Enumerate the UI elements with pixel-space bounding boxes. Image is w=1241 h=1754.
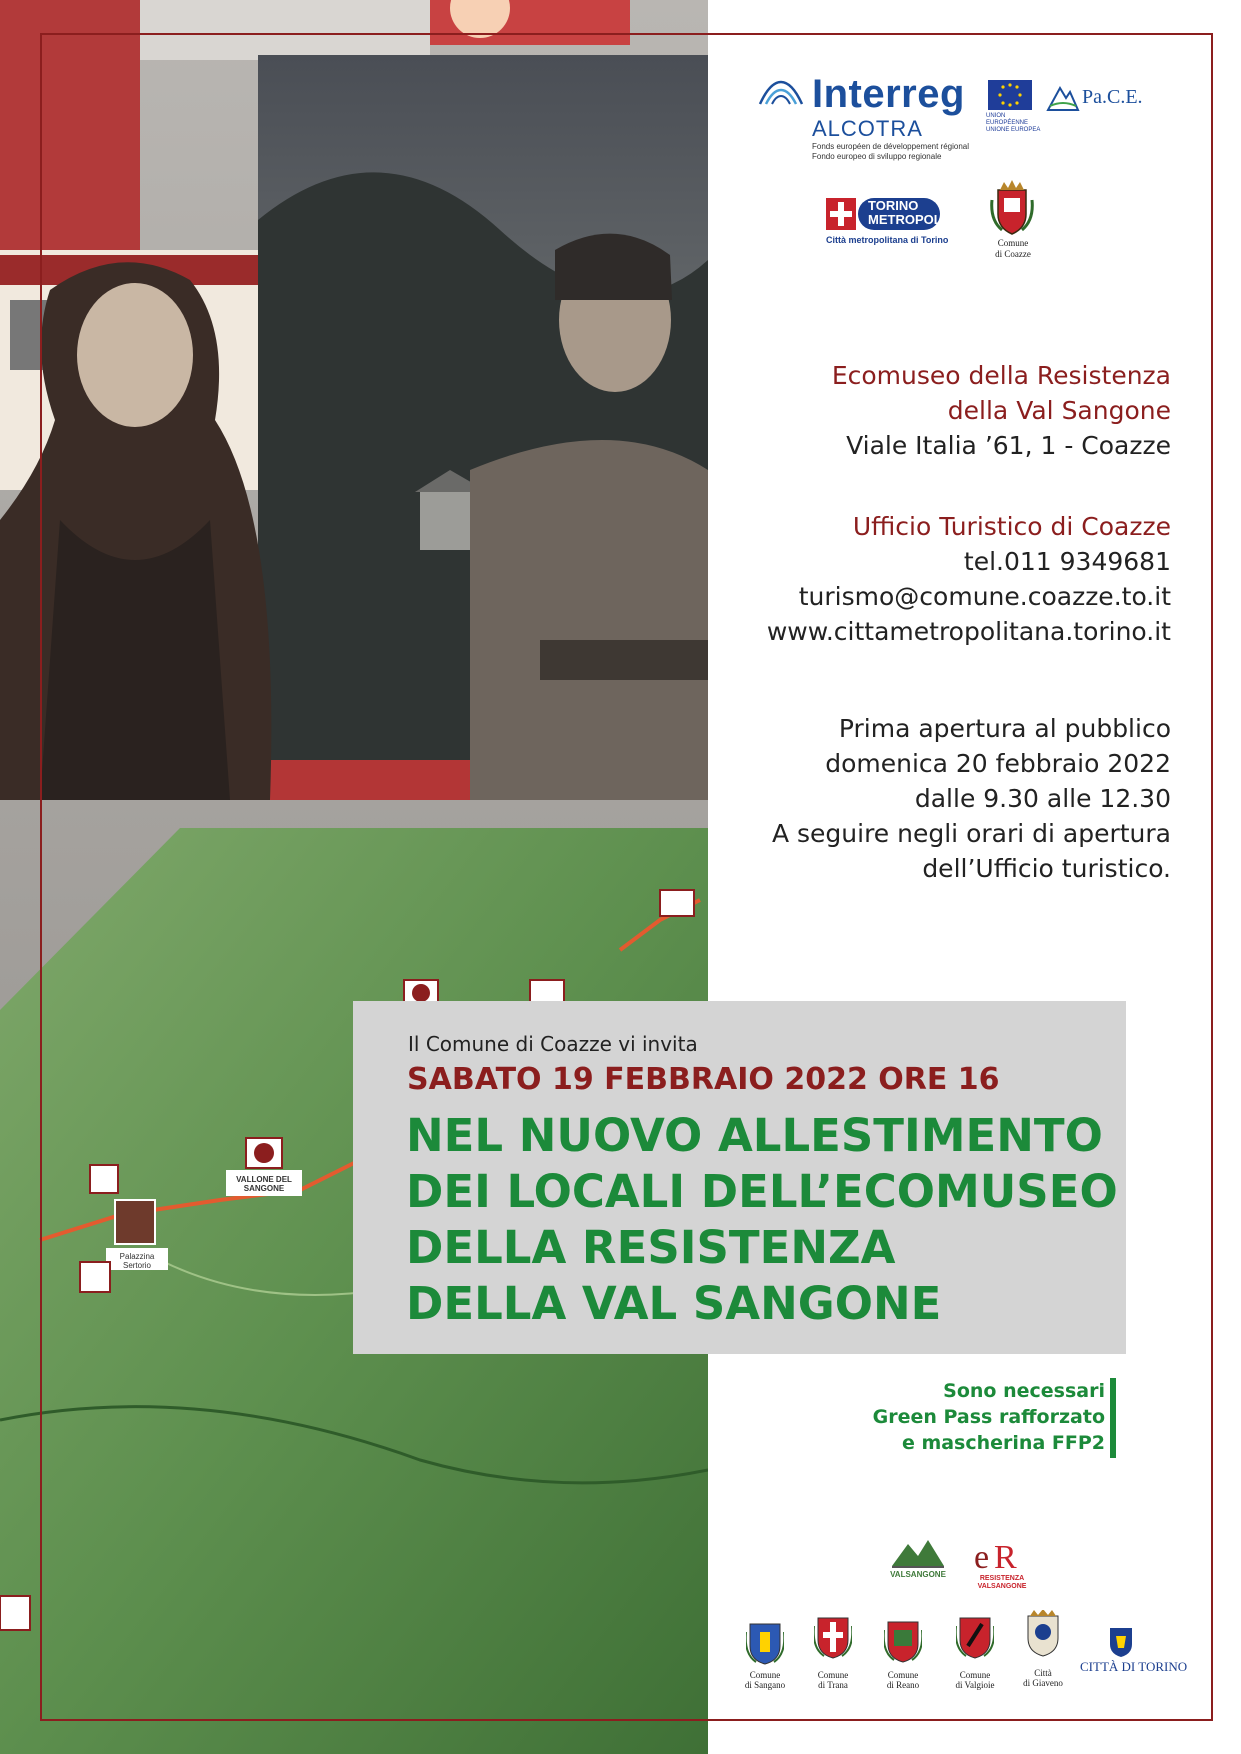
venue-name-2: della Val Sangone	[947, 396, 1171, 425]
contact-web[interactable]: www.cittametropolitana.torino.it	[766, 617, 1171, 646]
opening-block	[772, 711, 1171, 886]
contact-block	[767, 509, 1171, 649]
reano-crest-icon	[884, 1616, 922, 1664]
requirements-accent-bar	[1110, 1378, 1116, 1458]
pace-mountain-icon	[1046, 80, 1080, 114]
interreg-subtitle: ALCOTRA	[812, 116, 923, 141]
invite-title-1: NEL NUOVO ALLESTIMENTO	[406, 1109, 1103, 1162]
coazze-caption-2: di Coazze	[995, 249, 1031, 259]
coazze-caption-1: Comune	[997, 238, 1029, 248]
torino-caption: Città metropolitana di Torino	[826, 235, 949, 245]
invite-title-4: DELLA VAL SANGONE	[406, 1277, 942, 1330]
valgioie-crest-icon	[956, 1612, 994, 1660]
giaveno-caption-2: di Giaveno	[1023, 1678, 1063, 1688]
invite-date: SABATO 19 FEBBRAIO 2022 ORE 16	[407, 1062, 1000, 1097]
invite-title	[406, 1108, 1118, 1332]
resistenza-logo-icon	[972, 1534, 1022, 1574]
invite-title-3: DELLA RESISTENZA	[406, 1221, 896, 1274]
torino-city-label: CITTÀ DI TORINO	[1080, 1659, 1188, 1674]
coazze-caption	[980, 238, 1046, 260]
valgioie-caption	[938, 1670, 1012, 1690]
trana-caption-1: Comune	[817, 1670, 849, 1680]
requirements-line-3: e mascherina FFP2	[901, 1432, 1105, 1454]
giaveno-caption-1: Città	[1034, 1668, 1052, 1678]
venue-name-1: Ecomuseo della Resistenza	[831, 361, 1171, 390]
svg-text:e: e	[974, 1539, 990, 1574]
opening-line-1: Prima apertura al pubblico	[838, 714, 1171, 743]
eu-label: UNION EUROPÉENNE UNIONE EUROPEA	[986, 113, 1041, 133]
reano-caption-1: Comune	[887, 1670, 919, 1680]
venue-block	[832, 358, 1171, 463]
interreg-title: Interreg	[812, 72, 965, 116]
sangano-caption	[728, 1670, 802, 1690]
sangano-caption-2: di Sangano	[744, 1680, 786, 1690]
map-label-palazzina: Palazzina Sertorio	[119, 1252, 155, 1270]
opening-line-3: dalle 9.30 alle 12.30	[914, 784, 1171, 813]
interreg-fine-it: Fondo europeo di sviluppo regionale	[812, 152, 942, 161]
invite-title-2: DEI LOCALI DELL’ECOMUSEO	[406, 1165, 1118, 1218]
trana-crest-icon	[814, 1612, 852, 1660]
torino-metropoli-logo	[826, 196, 946, 232]
giaveno-crest-icon	[1024, 1610, 1062, 1658]
eu-flag-icon	[988, 80, 1032, 110]
resistenza-label: RESISTENZA VALSANGONE	[977, 1575, 1027, 1590]
requirements-line-1: Sono necessari	[943, 1380, 1105, 1402]
interreg-fine-fr: Fonds européen de développement régional	[812, 142, 970, 151]
opening-line-5: dell’Ufficio turistico.	[922, 854, 1171, 883]
coazze-crest-icon	[990, 180, 1034, 236]
sangano-crest-icon	[746, 1618, 784, 1666]
torino-city-crest-icon	[1108, 1624, 1134, 1658]
metropoli-label: METROPOLI	[868, 212, 946, 227]
interreg-wave-icon	[758, 78, 804, 108]
valgioie-caption-2: di Valgioie	[955, 1680, 995, 1690]
venue-address: Viale Italia ’61, 1 - Coazze	[846, 431, 1171, 460]
valsangone-label: VALSANGONE	[890, 1570, 946, 1579]
invite-intro: Il Comune di Coazze vi invita	[408, 1032, 698, 1056]
valgioie-caption-1: Comune	[959, 1670, 991, 1680]
trana-caption	[796, 1670, 870, 1690]
tourist-office: Ufficio Turistico di Coazze	[852, 512, 1171, 541]
torino-label: TORINO	[868, 198, 919, 213]
trana-caption-2: di Trana	[818, 1680, 848, 1690]
interreg-fineprint	[812, 142, 982, 162]
contact-email[interactable]: turismo@comune.coazze.to.it	[798, 582, 1171, 611]
pace-label: Pa.C.E.	[1082, 86, 1143, 108]
svg-text:R: R	[994, 1539, 1017, 1574]
contact-tel: tel.011 9349681	[963, 547, 1171, 576]
opening-line-2: domenica 20 febbraio 2022	[825, 749, 1171, 778]
requirements-note	[873, 1378, 1105, 1456]
giaveno-caption	[1006, 1668, 1080, 1688]
reano-caption-2: di Reano	[886, 1680, 920, 1690]
opening-line-4: A seguire negli orari di apertura	[771, 819, 1171, 848]
sangano-caption-1: Comune	[749, 1670, 781, 1680]
map-label-vallone: VALLONE DEL SANGONE	[236, 1175, 292, 1193]
reano-caption	[866, 1670, 940, 1690]
requirements-line-2: Green Pass rafforzato	[872, 1406, 1105, 1428]
